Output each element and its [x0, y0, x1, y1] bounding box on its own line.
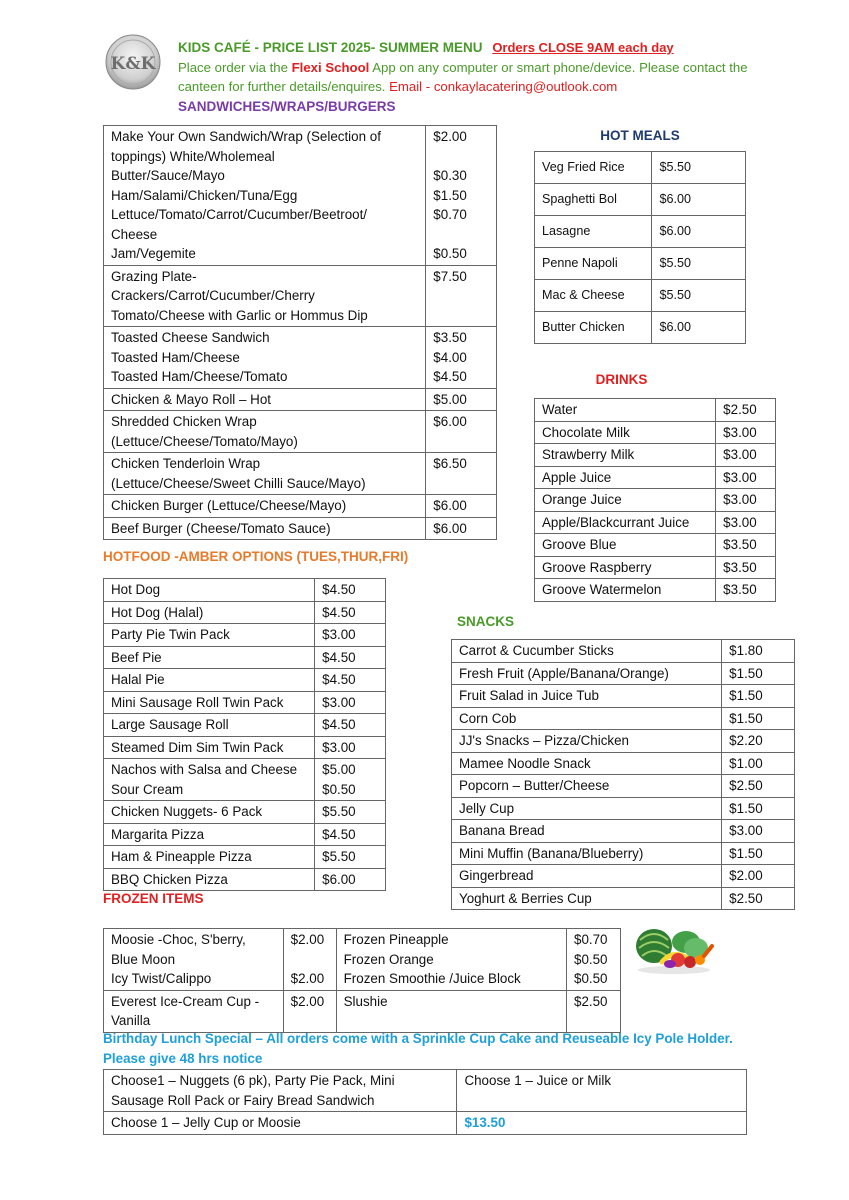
price-cell: $1.50: [722, 842, 795, 865]
item-cell: Mac & Cheese: [535, 280, 652, 312]
birthday-line-1: Birthday Lunch Special – All orders come with a Sprinkle Cup Cake and Reuseable Icy Pole Holder.: [103, 1031, 733, 1046]
table-row: [535, 421, 776, 444]
price-cell: $2.00 $0.30 $1.50 $0.70 $0.50: [426, 126, 497, 266]
orders-close-notice: Orders CLOSE 9AM each day: [492, 40, 674, 55]
price-cell: $1.50: [722, 662, 795, 685]
price-cell: $6.50: [426, 453, 497, 495]
hot-meals-heading: HOT MEALS: [600, 128, 680, 143]
item-cell: Spaghetti Bol: [535, 184, 652, 216]
table-row: [104, 495, 497, 518]
price-cell: $3.00: [315, 691, 386, 714]
item-cell: Make Your Own Sandwich/Wrap (Selection of toppings) White/Wholemeal Butter/Sauce/Mayo Ham/Salami/Chicken/Tuna/Egg Lettuce/Tomato/Carrot/Cucumber/Beetroot/ Cheese Jam/Vegemite: [104, 126, 426, 266]
price-cell: $5.50: [652, 248, 746, 280]
item-cell: Jelly Cup: [452, 797, 722, 820]
table-row: [535, 280, 746, 312]
table-row: [535, 511, 776, 534]
table-row: [452, 865, 795, 888]
item-cell: Popcorn – Butter/Cheese: [452, 775, 722, 798]
price-cell: $3.00: [716, 511, 776, 534]
item-cell: Choose 1 – Jelly Cup or Moosie: [104, 1112, 457, 1135]
table-row: [104, 579, 386, 602]
item-cell: Nachos with Salsa and Cheese Sour Cream: [104, 759, 315, 801]
item-cell: Apple/Blackcurrant Juice: [535, 511, 716, 534]
price-cell: $1.50: [722, 797, 795, 820]
table-row: [104, 669, 386, 692]
item-cell: JJ's Snacks – Pizza/Chicken: [452, 730, 722, 753]
birthday-line-2: Please give 48 hrs notice: [103, 1051, 263, 1066]
order-instructions: [178, 58, 818, 78]
item-cell: Veg Fried Rice: [535, 152, 652, 184]
order-text-a: Place order via the: [178, 59, 292, 75]
table-row: [535, 556, 776, 579]
table-row: [535, 312, 746, 344]
table-row: [104, 265, 497, 327]
table-row: [452, 662, 795, 685]
table-row: [104, 327, 497, 389]
price-cell: $4.50: [315, 646, 386, 669]
price-cell: $3.00: [722, 820, 795, 843]
price-cell: $5.50: [652, 152, 746, 184]
price-cell: $7.50: [426, 265, 497, 327]
table-row: [104, 517, 497, 540]
item-cell: Mamee Noodle Snack: [452, 752, 722, 775]
price-cell: $2.50: [722, 775, 795, 798]
item-cell: Apple Juice: [535, 466, 716, 489]
item-cell: Margarita Pizza: [104, 823, 315, 846]
price-cell: $4.50: [315, 714, 386, 737]
email-link[interactable]: Email - conkaylacatering@outlook.com: [389, 79, 618, 94]
price-cell: $3.50: [716, 556, 776, 579]
item-cell: Choose1 – Nuggets (6 pk), Party Pie Pack, Mini Sausage Roll Pack or Fairy Bread Sandwich: [104, 1070, 457, 1112]
item-cell: Slushie: [336, 990, 566, 1032]
price-cell: $6.00: [426, 411, 497, 453]
item-cell: Lasagne: [535, 216, 652, 248]
price-cell: $2.00: [722, 865, 795, 888]
table-row: [535, 444, 776, 467]
table-row: [104, 453, 497, 495]
contact-text: canteen for further details/enquires.: [178, 79, 390, 94]
item-cell: Banana Bread: [452, 820, 722, 843]
price-cell: $4.50: [315, 579, 386, 602]
table-row: [104, 601, 386, 624]
header-title-line: [178, 38, 818, 58]
table-row: [452, 797, 795, 820]
drinks-table: [534, 398, 776, 602]
price-cell: $13.50: [457, 1112, 747, 1135]
price-cell: $1.00: [722, 752, 795, 775]
price-cell: $6.00: [652, 216, 746, 248]
price-cell: $6.00: [426, 495, 497, 518]
item-cell: Mini Muffin (Banana/Blueberry): [452, 842, 722, 865]
table-row: [535, 489, 776, 512]
table-row: [104, 846, 386, 869]
table-row: [452, 842, 795, 865]
price-cell: $5.00 $0.50: [315, 759, 386, 801]
snacks-table: [451, 639, 795, 910]
price-cell: $3.00: [315, 624, 386, 647]
table-row: [535, 152, 746, 184]
table-row: [452, 730, 795, 753]
item-cell: Halal Pie: [104, 669, 315, 692]
logo-text: K&K: [110, 54, 156, 74]
item-cell: Fresh Fruit (Apple/Banana/Orange): [452, 662, 722, 685]
table-row: [452, 685, 795, 708]
item-cell: Gingerbread: [452, 865, 722, 888]
contact-line: [178, 77, 818, 97]
frozen-table: [103, 928, 621, 1033]
table-row: [104, 646, 386, 669]
price-cell: $3.00: [716, 466, 776, 489]
table-row: [104, 823, 386, 846]
item-cell: Toasted Cheese Sandwich Toasted Ham/Cheese Toasted Ham/Cheese/Tomato: [104, 327, 426, 389]
table-row: [104, 801, 386, 824]
page-title: KIDS CAFÉ - PRICE LIST 2025- SUMMER MENU: [178, 40, 483, 55]
table-row: [104, 411, 497, 453]
item-cell: BBQ Chicken Pizza: [104, 868, 315, 891]
item-cell: Moosie -Choc, S'berry, Blue Moon Icy Twist/Calippo: [104, 929, 284, 991]
price-cell: $1.50: [722, 685, 795, 708]
item-cell: Fruit Salad in Juice Tub: [452, 685, 722, 708]
price-cell: $6.00: [652, 184, 746, 216]
table-row: [104, 126, 497, 266]
price-cell: $1.50: [722, 707, 795, 730]
fruit-veg-image: [634, 918, 714, 976]
table-row: [104, 759, 386, 801]
flexi-school-link[interactable]: Flexi School: [291, 59, 370, 75]
item-cell: Chicken & Mayo Roll – Hot: [104, 388, 426, 411]
table-row: [452, 707, 795, 730]
price-cell: $3.50: [716, 534, 776, 557]
price-cell: $1.80: [722, 640, 795, 663]
table-row: [535, 184, 746, 216]
item-cell: Beef Pie: [104, 646, 315, 669]
price-cell: $2.50: [716, 399, 776, 422]
item-cell: Chocolate Milk: [535, 421, 716, 444]
item-cell: Everest Ice-Cream Cup - Vanilla: [104, 990, 284, 1032]
item-cell: Groove Watermelon: [535, 579, 716, 602]
price-cell: $4.50: [315, 601, 386, 624]
table-row: [104, 929, 621, 991]
birthday-notice: [103, 1029, 803, 1069]
item-cell: Orange Juice: [535, 489, 716, 512]
price-cell: $3.00: [716, 489, 776, 512]
item-cell: Corn Cob: [452, 707, 722, 730]
hotfood-heading: HOTFOOD -AMBER OPTIONS (TUES,THUR,FRI): [103, 549, 409, 564]
item-cell: Steamed Dim Sim Twin Pack: [104, 736, 315, 759]
table-row: [104, 1112, 747, 1135]
item-cell: Choose 1 – Juice or Milk: [457, 1070, 747, 1112]
price-cell: $4.50: [315, 669, 386, 692]
price-cell: $0.70 $0.50 $0.50: [567, 929, 621, 991]
table-row: [104, 691, 386, 714]
price-cell: $5.50: [315, 801, 386, 824]
price-cell: $6.00: [652, 312, 746, 344]
item-cell: Ham & Pineapple Pizza: [104, 846, 315, 869]
table-row: [535, 534, 776, 557]
table-row: [104, 868, 386, 891]
price-cell: $3.00: [716, 421, 776, 444]
table-row: [104, 1070, 747, 1112]
item-cell: Grazing Plate- Crackers/Carrot/Cucumber/Cherry Tomato/Cheese with Garlic or Hommus Dip: [104, 265, 426, 327]
item-cell: Beef Burger (Cheese/Tomato Sauce): [104, 517, 426, 540]
price-cell: $3.00: [716, 444, 776, 467]
table-row: [452, 640, 795, 663]
price-cell: $5.00: [426, 388, 497, 411]
item-cell: Carrot & Cucumber Sticks: [452, 640, 722, 663]
price-cell: $3.00: [315, 736, 386, 759]
price-cell: $5.50: [315, 846, 386, 869]
item-cell: Chicken Tenderloin Wrap (Lettuce/Cheese/Sweet Chilli Sauce/Mayo): [104, 453, 426, 495]
table-row: [535, 466, 776, 489]
table-row: [104, 736, 386, 759]
birthday-table: [103, 1069, 747, 1135]
price-cell: $2.00: [283, 990, 336, 1032]
price-cell: $4.50: [315, 823, 386, 846]
item-cell: Yoghurt & Berries Cup: [452, 887, 722, 910]
price-cell: $6.00: [426, 517, 497, 540]
price-cell: $3.50 $4.00 $4.50: [426, 327, 497, 389]
item-cell: Frozen Pineapple Frozen Orange Frozen Smoothie /Juice Block: [336, 929, 566, 991]
item-cell: Party Pie Twin Pack: [104, 624, 315, 647]
item-cell: Groove Raspberry: [535, 556, 716, 579]
table-row: [104, 714, 386, 737]
table-row: [535, 399, 776, 422]
item-cell: Chicken Nuggets- 6 Pack: [104, 801, 315, 824]
item-cell: Butter Chicken: [535, 312, 652, 344]
item-cell: Water: [535, 399, 716, 422]
table-row: [104, 388, 497, 411]
frozen-heading: FROZEN ITEMS: [103, 891, 204, 906]
price-cell: $2.50: [722, 887, 795, 910]
item-cell: Groove Blue: [535, 534, 716, 557]
price-cell: $3.50: [716, 579, 776, 602]
table-row: [452, 820, 795, 843]
item-cell: Hot Dog: [104, 579, 315, 602]
order-text-b: App on any computer or smart phone/device. Please contact the: [369, 59, 748, 75]
item-cell: Large Sausage Roll: [104, 714, 315, 737]
table-row: [452, 887, 795, 910]
price-cell: $6.00: [315, 868, 386, 891]
table-row: [535, 248, 746, 280]
hot-meals-table: [534, 151, 746, 344]
item-cell: Penne Napoli: [535, 248, 652, 280]
item-cell: Mini Sausage Roll Twin Pack: [104, 691, 315, 714]
table-row: [104, 990, 621, 1032]
price-cell: $5.50: [652, 280, 746, 312]
table-row: [452, 775, 795, 798]
table-row: [452, 752, 795, 775]
item-cell: Hot Dog (Halal): [104, 601, 315, 624]
item-cell: Strawberry Milk: [535, 444, 716, 467]
sandwiches-heading: SANDWICHES/WRAPS/BURGERS: [178, 98, 396, 114]
price-cell: $2.50: [567, 990, 621, 1032]
sandwiches-table: [103, 125, 497, 540]
drinks-heading: DRINKS: [595, 372, 648, 387]
price-cell: $2.20: [722, 730, 795, 753]
item-cell: Chicken Burger (Lettuce/Cheese/Mayo): [104, 495, 426, 518]
table-row: [104, 624, 386, 647]
item-cell: Shredded Chicken Wrap (Lettuce/Cheese/Tomato/Mayo): [104, 411, 426, 453]
hotfood-table: [103, 578, 386, 891]
price-cell: $2.00 $2.00: [283, 929, 336, 991]
table-row: [535, 579, 776, 602]
snacks-heading: SNACKS: [457, 614, 515, 629]
table-row: [535, 216, 746, 248]
logo: [104, 33, 162, 91]
